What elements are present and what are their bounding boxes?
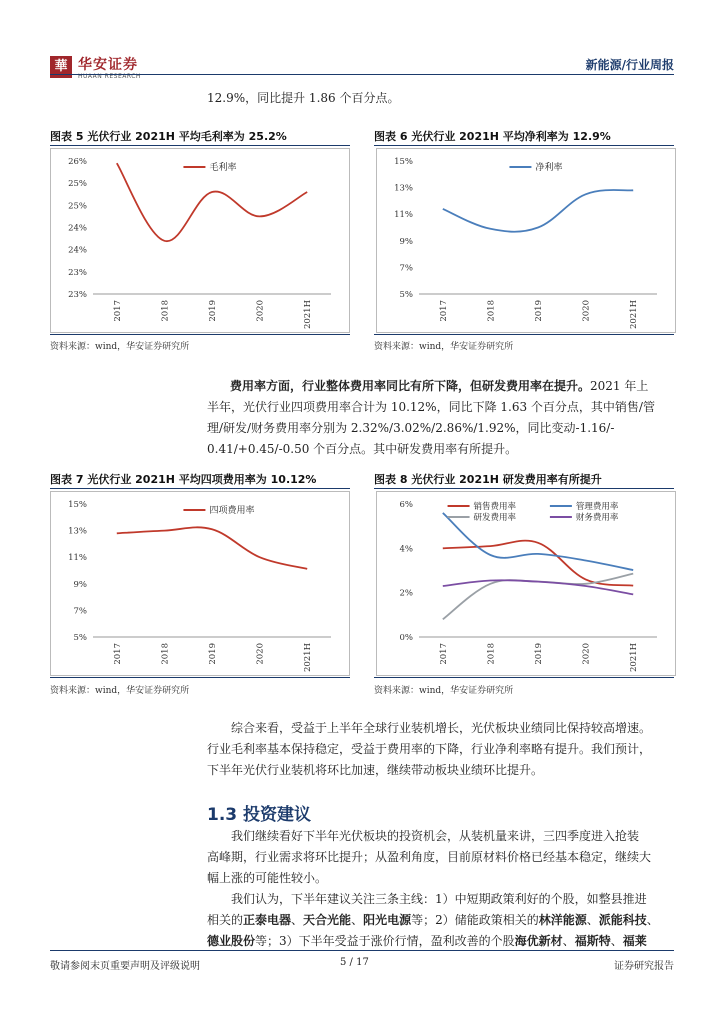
separator: 、 [610,934,623,948]
figure-7-source: 资料来源：wind，华安证券研究所 [50,686,190,696]
x-tick-label: 2017 [112,300,123,322]
x-tick-label: 2017 [112,643,123,665]
figure-7-title [50,471,316,487]
y-tick-label: 24% [68,245,87,256]
x-tick-label: 2019 [534,300,544,322]
legend-label: 毛利率 [209,163,237,173]
y-tick-label: 6% [399,500,413,510]
x-tick-label: 2019 [208,300,218,322]
y-tick-label: 7% [399,263,413,274]
x-tick-label: 2021H [629,643,640,673]
series-line [443,574,633,620]
figure-5-chart [50,148,350,333]
figure-7-label: 图表 7 [50,473,84,486]
figure-6-chart [376,148,676,333]
series-line [443,580,633,594]
expense-line4: 0.41/+0.45/-0.50 个百分点。其中研发费用率有所提升。 [207,442,518,456]
expense-line3: 理/研发/财务费用率分别为 2.32%/3.02%/2.86%/1.92%，同比变动-1.16/- [207,421,615,435]
figure-5-caption: 光伏行业 2021H 平均毛利率为 25.2% [87,130,287,143]
legend-label: 销售费用率 [473,502,517,512]
figure-8-rule [374,488,674,489]
footer-divider [50,950,674,951]
invest1-line3: 幅上涨的可能性较小。 [207,871,328,885]
separator: 、 [562,934,575,948]
x-tick-label: 2020 [255,300,266,322]
x-tick-label: 2018 [486,300,497,322]
y-tick-label: 5% [73,633,87,643]
summary-line2: 行业毛利率基本保持稳定，受益于费用率的下降，行业净利率略有提升。我们预计， [207,742,652,756]
invest2-text: 相关的 [207,913,244,927]
invest-paragraph-2 [207,889,674,952]
section-heading [207,800,311,825]
stock-name: 派能科技 [598,913,647,927]
y-tick-label: 15% [68,500,87,510]
figure-7-chart [50,491,350,676]
figure-8-label: 图表 8 [374,473,408,486]
legend-label: 管理费用率 [575,502,619,512]
figure-5-label: 图表 5 [50,130,84,143]
x-tick-label: 2020 [255,643,266,665]
page-number: 5 / 17 [340,957,369,968]
stock-name: 天合光能 [303,913,352,927]
summary-line3: 下半年光伏行业装机将环比加速，继续带动板块业绩环比提升。 [207,763,544,777]
figure-6-caption: 光伏行业 2021H 平均净利率为 12.9% [411,130,611,143]
y-tick-label: 26% [68,157,87,167]
separator: 、 [291,913,304,927]
stock-name: 海优新材 [514,934,563,948]
series-line [117,163,307,241]
stock-name: 林洋能源 [538,913,587,927]
figure-5-source: 资料来源：wind，华安证券研究所 [50,342,190,352]
figure-8-caption: 光伏行业 2021H 研发费用率有所提升 [411,473,602,486]
figure-8-chart [376,491,676,676]
legend-label: 财务费用率 [575,513,619,523]
footer-disclaimer: 敬请参阅末页重要声明及评级说明 [50,961,200,972]
summary-line1: 综合来看，受益于上半年全球行业装机增长，光伏板块业绩同比保持较高增速。 [231,721,652,735]
figure-8-bottom-rule [374,677,674,678]
series-line [443,190,633,232]
net-margin-chart [377,149,675,332]
expense-breakdown-chart [377,492,675,675]
summary-paragraph [207,718,674,781]
series-line [117,527,307,569]
stock-name: 福莱 [622,934,647,948]
separator: 、 [646,913,659,927]
logo-mark-icon: 華 [50,56,72,78]
figure-7-bottom-rule [50,677,350,678]
invest2-text: 等；3）下半年受益于涨价行情，盈利改善的个股 [255,934,515,948]
y-tick-label: 13% [68,526,87,537]
y-tick-label: 7% [73,606,87,617]
footer-report-type: 证券研究报告 [614,961,674,972]
stock-name: 德业股份 [207,934,256,948]
stock-name: 阳光电源 [363,913,412,927]
expense-line2: 半年，光伏行业四项费用率合计为 10.12%，同比下降 1.63 个百分点，其中销售/管 [207,400,655,414]
figure-6-label: 图表 6 [374,130,408,143]
figure-6-bottom-rule [374,334,674,335]
expense-paragraph [230,376,674,397]
separator: 、 [351,913,364,927]
x-tick-label: 2019 [208,643,218,665]
logo-text-cn: 华安证券 [78,57,138,73]
invest2-line2 [207,910,674,931]
figure-6-source: 资料来源：wind，华安证券研究所 [374,342,514,352]
header-divider [50,74,674,75]
company-logo [50,54,145,88]
intro-text: 12.9%，同比提升 1.86 个百分点。 [207,91,400,105]
y-tick-label: 25% [68,201,87,212]
x-tick-label: 2021H [303,643,314,673]
y-tick-label: 25% [68,179,87,190]
y-tick-label: 15% [394,157,413,167]
figure-5-bottom-rule [50,334,350,335]
invest-paragraph-1 [207,826,674,889]
gross-margin-chart [51,149,349,332]
figure-5-rule [50,145,350,146]
figure-7-caption: 光伏行业 2021H 平均四项费用率为 10.12% [87,473,317,486]
expense-line1-rest: 2021 年上 [590,379,649,393]
x-tick-label: 2020 [581,643,592,665]
y-tick-label: 2% [399,588,413,599]
invest2-line3 [207,931,674,952]
expense-lead: 费用率方面，行业整体费用率同比有所下降，但研发费用率在提升。 [230,379,591,393]
y-tick-label: 9% [73,579,87,590]
x-tick-label: 2019 [534,643,544,665]
x-tick-label: 2017 [438,643,449,665]
expense-paragraph-body [207,397,674,460]
series-line [443,541,633,586]
invest2-line1: 我们认为，下半年建议关注三条主线：1）中短期政策利好的个股，如整县推进 [231,892,647,906]
figure-6-rule [374,145,674,146]
y-tick-label: 5% [399,290,413,300]
figure-8-source: 资料来源：wind，华安证券研究所 [374,686,514,696]
invest1-line2: 高峰期，行业需求将环比提升；从盈利角度，目前原材料价格已经基本稳定，继续大 [207,850,652,864]
logo-text-en: HUAAN RESEARCH [78,73,141,80]
x-tick-label: 2018 [486,643,497,665]
y-tick-label: 24% [68,223,87,234]
figure-8-title [374,471,602,487]
y-tick-label: 0% [399,633,413,643]
stock-name: 福斯特 [574,934,611,948]
section-title: 投资建议 [243,805,312,825]
y-tick-label: 13% [394,183,413,194]
y-tick-label: 11% [68,553,87,564]
x-tick-label: 2017 [438,300,449,322]
report-category: 新能源/行业周报 [585,58,674,72]
y-tick-label: 4% [399,544,413,555]
x-tick-label: 2018 [160,643,171,665]
y-tick-label: 9% [399,236,413,247]
figure-5-title [50,128,287,144]
invest1-line1: 我们继续看好下半年光伏板块的投资机会，从装机量来讲，三四季度进入抢装 [231,829,640,843]
x-tick-label: 2021H [629,300,640,330]
legend-label: 研发费用率 [473,513,517,523]
separator: 、 [586,913,599,927]
stock-name: 正泰电器 [243,913,292,927]
invest2-text: 等；2）储能政策相关的 [411,913,539,927]
y-tick-label: 23% [68,267,87,278]
expense-ratio-chart [51,492,349,675]
figure-6-title [374,128,611,144]
x-tick-label: 2018 [160,300,171,322]
x-tick-label: 2021H [303,300,314,330]
legend-label: 四项费用率 [209,506,255,516]
y-tick-label: 23% [68,290,87,300]
section-number: 1.3 [207,805,238,825]
legend-label: 净利率 [535,163,563,173]
y-tick-label: 11% [394,210,413,221]
x-tick-label: 2020 [581,300,592,322]
figure-7-rule [50,488,350,489]
